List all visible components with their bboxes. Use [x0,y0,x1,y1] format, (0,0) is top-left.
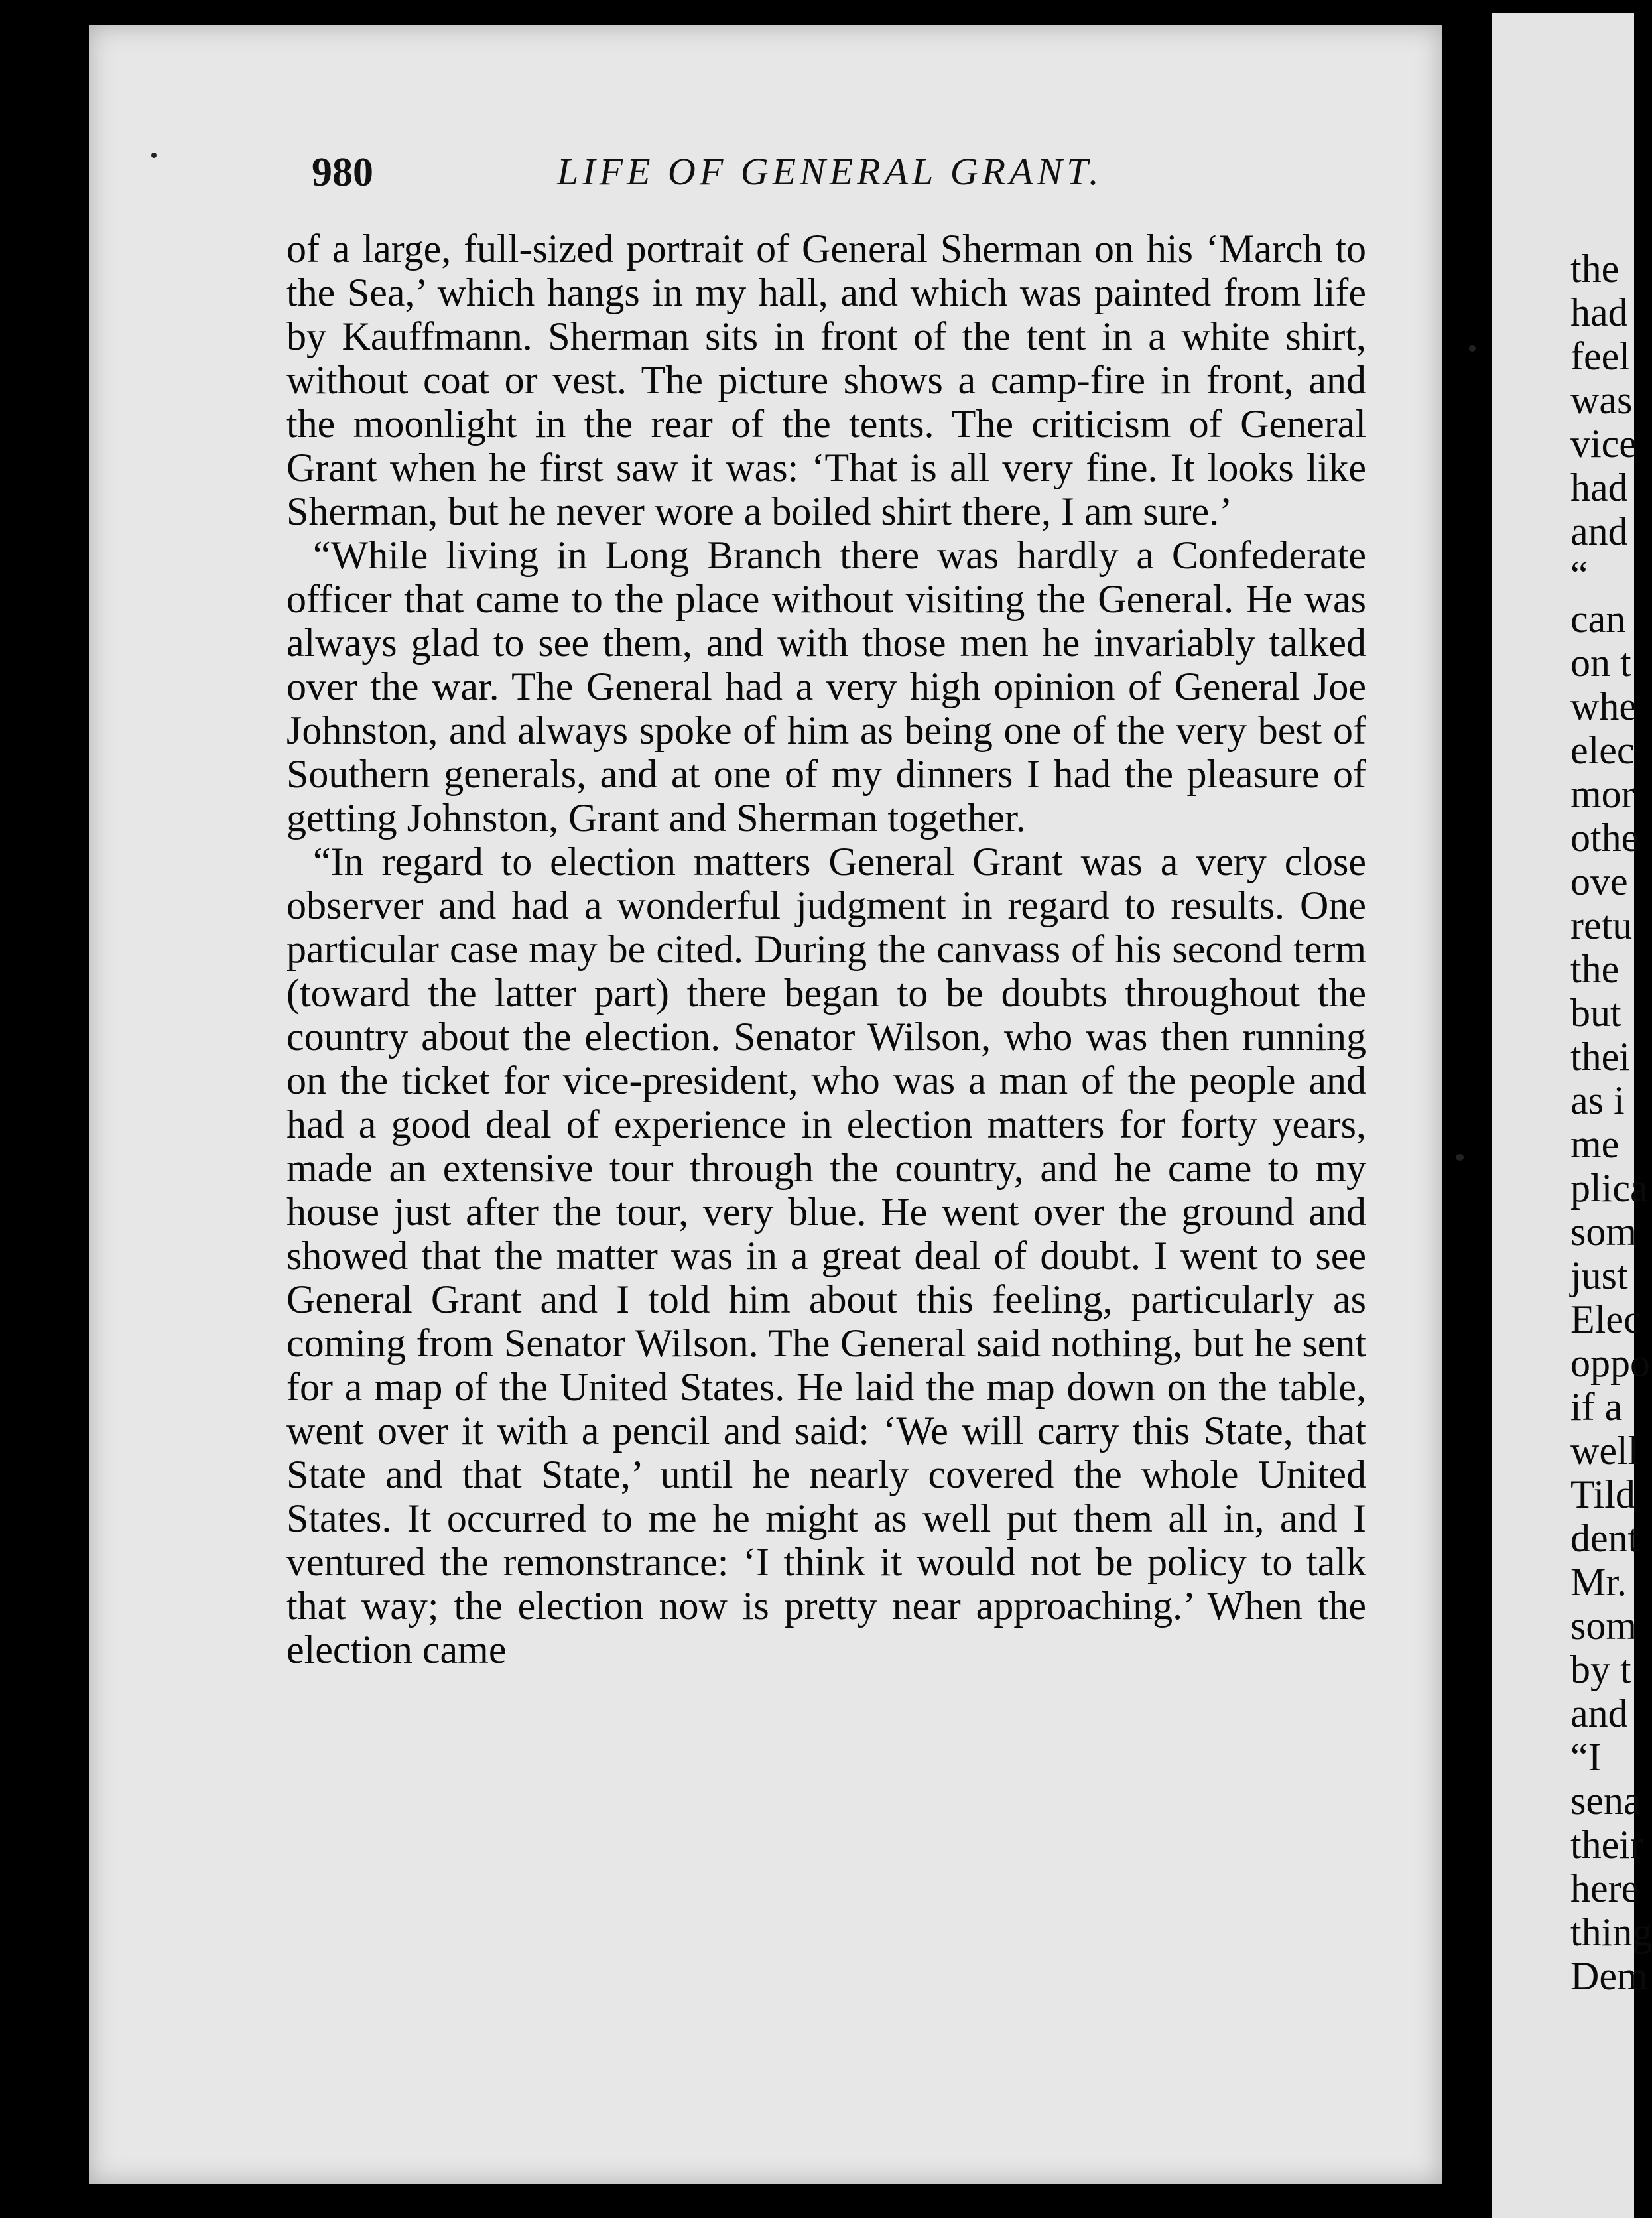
facing-page-fragment: thing [1570,1910,1652,1954]
facing-page-fragment: “ [1570,553,1588,597]
body-text [286,227,1366,1671]
facing-page-fragment: som [1570,1210,1637,1254]
speck [1456,1154,1464,1161]
paragraph: “In regard to election matters General Grant was a very close observer and had a wonderful judgment in regard to results. One particular case may be cited. During the canvass of his second term (toward the latter part) there began to be doubts throughout the country about the election. Senator Wilson, who was then running on the ticket for vice-president, who was a man of the people and had a good deal of experience in election matters for forty years, made an extensive tour through the country, and he came to my house just after the tour, very blue. He went over the ground and showed that the matter was in a great deal of doubt. I went to see General Grant and I told him about this feeling, particularly as coming from Senator Wilson. The General said nothing, but he sent for a map of the United States. He laid the map down on the table, went over it with a pencil and said: ‘We will carry this State, that State and that State,’ until he nearly covered the whole United States. It occurred to me he might as well put them all in, and I ventured the remonstrance: ‘I think it would not be policy to talk that way; the election now is pretty near approaching.’ When the election came [286,840,1366,1671]
facing-page-fragment: retu [1570,903,1633,947]
page-number: 980 [312,150,373,195]
facing-page-fragment: well [1570,1429,1639,1472]
facing-page-fragment: “I [1570,1735,1602,1779]
facing-page-fragment: oppo [1570,1341,1650,1385]
facing-page-fragment: on t [1570,641,1631,685]
facing-page-fragment: here [1570,1866,1639,1910]
facing-page-fragment: was [1570,378,1633,422]
facing-page-fragment: if a [1570,1385,1623,1429]
facing-page-fragment: dent [1570,1516,1639,1560]
facing-page-fragment: just [1570,1254,1628,1297]
facing-page-fragment: othe [1570,816,1639,860]
facing-page-fragment: mor [1570,772,1635,816]
facing-page-text-fragments [1570,247,1652,1998]
running-title: LIFE OF GENERAL GRANT. [557,150,1103,193]
facing-page-fragment: feel [1570,334,1630,378]
facing-page-fragment: vice [1570,422,1637,466]
facing-page-fragment: ove [1570,860,1628,903]
facing-page-fragment: can [1570,597,1626,641]
speck [1469,345,1476,352]
facing-page-fragment: elec [1570,728,1635,772]
facing-page-fragment: som [1570,1604,1637,1648]
facing-page-fragment: me [1570,1122,1620,1166]
running-head [312,149,1373,209]
facing-page-fragment: as i [1570,1078,1625,1122]
facing-page-fragment: whe [1570,685,1637,728]
facing-page-fragment: thei [1570,1035,1630,1078]
facing-page-fragment: by t [1570,1648,1631,1691]
facing-page-fragment: Tild [1570,1472,1635,1516]
facing-page-fragment: and [1570,509,1628,553]
paragraph: “While living in Long Branch there was hardly a Confederate officer that came to the place without visiting the General. He was always glad to see them, and with those men he invariably talked over the war. The General had a very high opinion of General Joe Johnston, and always spoke of him as being one of the very best of Southern generals, and at one of my dinners I had the pleasure of getting Johnston, Grant and Sherman together. [286,533,1366,840]
facing-page-fragment: plica [1570,1166,1648,1210]
facing-page-fragment: Elec [1570,1297,1641,1341]
facing-page-fragment: Mr. [1570,1560,1627,1604]
facing-page-fragment: had [1570,466,1628,509]
facing-page-fragment: had [1570,291,1628,334]
facing-page-fragment: their [1570,1823,1643,1866]
facing-page-fragment: sena [1570,1779,1641,1823]
facing-page-fragment: Dem [1570,1954,1648,1998]
facing-page-fragment: the [1570,947,1620,991]
paragraph: of a large, full-sized portrait of General Sherman on his ‘March to the Sea,’ which hangs in my hall, and which was painted from life by Kauffmann. Sherman sits in front of the tent in a white shirt, without coat or vest. The picture shows a camp-fire in front, and the moonlight in the rear of the tents. The criticism of General Grant when he first saw it was: ‘That is all very fine. It looks like Sherman, but he never wore a boiled shirt there, I am sure.’ [286,227,1366,533]
speck [151,153,157,158]
facing-page-fragment: the [1570,247,1620,291]
facing-page-fragment: and [1570,1691,1628,1735]
facing-page-fragment: but [1570,991,1621,1035]
